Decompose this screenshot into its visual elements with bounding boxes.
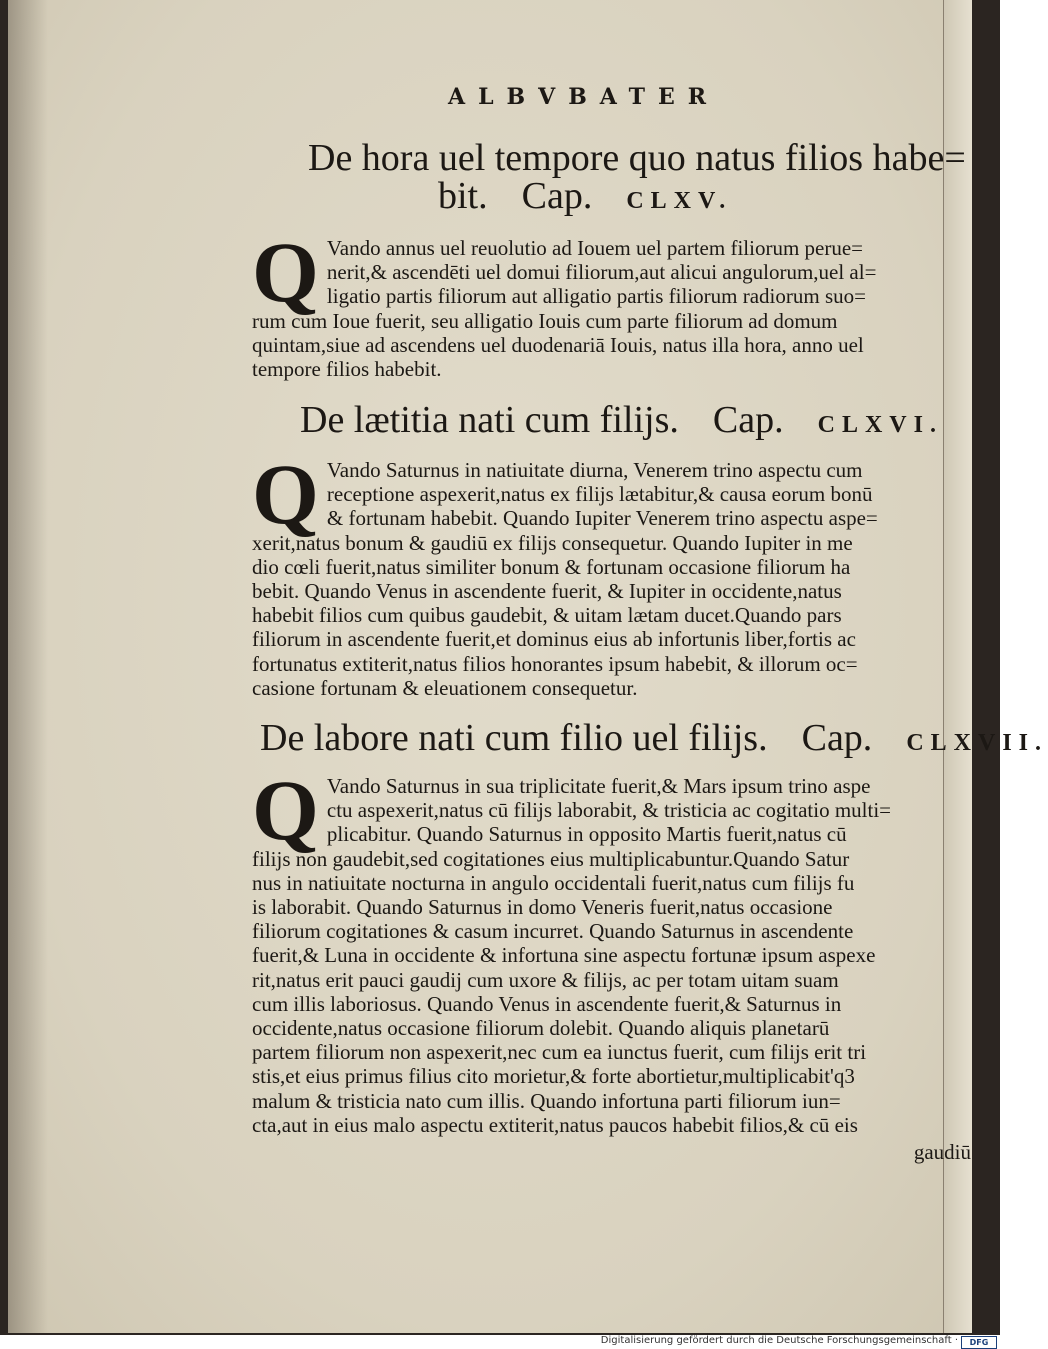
text-line: Vando Saturnus in natiuitate diurna, Venerem trino aspectu cum [326,458,863,482]
chapter-167-heading [260,718,1048,763]
text-line: is laborabit. Quando Saturnus in domo Veneris fuerit,natus occasione [252,895,833,920]
text-line: filiorum in ascendente fuerit,et dominus eius ab infortunis liber,fortis ac [252,627,856,652]
text-line: partem filiorum non aspexerit,nec cum ea iunctus fuerit, cum filijs erit tri [252,1040,867,1065]
chapter-167-paragraph [252,762,966,1137]
text-line: cum illis laboriosus. Quando Venus in ascendente fuerit,& Saturnus in [252,991,842,1016]
chapter-165-cap-number: CLXV. [626,188,733,214]
chapter-165-heading-text: bit. [438,175,488,217]
chapter-166-lines [252,446,966,700]
chapter-167-dropcap: Q [252,762,319,858]
footer-bar [0,1335,1000,1349]
text-line: quintam,siue ad ascendens uel duodenariā Iouis, natus illa hora, anno uel [252,332,864,357]
gutter-shadow [8,0,48,1333]
chapter-166-paragraph [252,446,966,700]
chapter-165-heading-line2 [438,176,732,221]
chapter-166-dropcap: Q [252,446,319,542]
chapter-167-cap-label: Cap. [801,717,873,759]
chapter-166-cap-label: Cap. [712,399,784,441]
text-line: stis,et eius primus filius cito morietur,& forte abortietur,multiplicabit'q3 [252,1064,855,1089]
text-line: rum cum Ioue fuerit, seu alligatio Iouis cum parte filiorum ad domum [252,308,838,333]
text-line: rit,natus erit pauci gaudij cum uxore & filijs, ac per totam uitam suam [252,967,839,992]
text-line: tempore filios habebit. [252,357,442,382]
text-line: bebit. Quando Venus in ascendente fuerit, & Iupiter in occidente,natus [252,579,842,604]
text-line: plicabitur. Quando Saturnus in opposito Martis fuerit,natus cū [326,822,847,847]
chapter-167-heading-text: De labore nati cum filio uel filijs. [260,717,768,759]
text-line: cta,aut in eius malo aspectu extiterit,natus paucos habebit filios,& cū eis [252,1112,858,1137]
dfg-logo: DFG [961,1336,997,1349]
text-line: occidente,natus occasione filiorum dolebit. Quando aliquis planetarū [252,1016,830,1041]
chapter-166-heading-text: De lætitia nati cum filijs. [300,399,679,441]
text-line: filijs non gaudebit,sed cogitationes eius multiplicabuntur.Quando Satur [252,846,850,871]
chapter-166-cap-number: CLXVI. [817,412,943,438]
text-line: & fortunam habebit. Quando Iupiter Venerem trino aspectu aspe= [326,506,878,531]
chapter-166-heading [300,400,943,445]
text-line: filiorum cogitationes & casum incurret. Quando Saturnus in ascendente [252,919,854,944]
text-line: malum & tristicia nato cum illis. Quando infortuna parti filiorum iun= [252,1088,841,1113]
text-line: fortunatus extiterit,natus filios honorantes ipsum habebit, & illorum oc= [252,651,858,676]
running-head: ALBVBATER [448,84,720,110]
text-line: nus in natiuitate nocturna in angulo occidentali fuerit,natus cum filijs fu [252,870,855,895]
text-line: xerit,natus bonum & gaudiū ex filijs consequetur. Quando Iupiter in me [252,530,853,555]
text-line: casione fortunam & eleuationem consequetur. [252,675,638,700]
chapter-165-paragraph [252,224,966,382]
text-line: receptione aspexerit,natus ex filijs lætabitur,& causa eorum bonū [326,482,873,507]
text-line: fuerit,& Luna in occidente & infortuna sine aspectu fortunæ ipsum aspexe [252,943,876,968]
text-line: ligatio partis filiorum aut alligatio partis filiorum radiorum suo= [326,284,866,309]
text-line: Vando Saturnus in sua triplicitate fuerit,& Mars ipsum trino aspe [326,774,871,798]
catchword: gaudiū [913,1140,971,1164]
text-line: ctu aspexerit,natus cū filijs laborabit, & tristicia ac cogitatio multi= [326,798,892,823]
text-line: dio cœli fuerit,natus similiter bonum & fortunam occasione filiorum ha [252,554,851,579]
text-line: nerit,& ascendēti uel domui filiorum,aut alicui angulorum,uel al= [326,260,877,285]
chapter-165-dropcap: Q [252,224,319,320]
text-line: Vando annus uel reuolutio ad Iouem uel partem filiorum perue= [326,236,864,260]
chapter-167-lines [252,762,966,1137]
chapter-165-lines [252,224,966,382]
book-page [8,0,1048,1333]
text-line: habebit filios cum quibus gaudebit, & uitam lætam ducet.Quando pars [252,603,842,628]
chapter-165-cap-label: Cap. [521,175,593,217]
footer-credit: Digitalisierung gefördert durch die Deutsche Forschungsgemeinschaft · [600,1335,958,1346]
chapter-165-heading-line1: De hora uel tempore quo natus filios habe= [308,137,966,179]
chapter-167-cap-number: CLXVII. [906,730,1048,756]
